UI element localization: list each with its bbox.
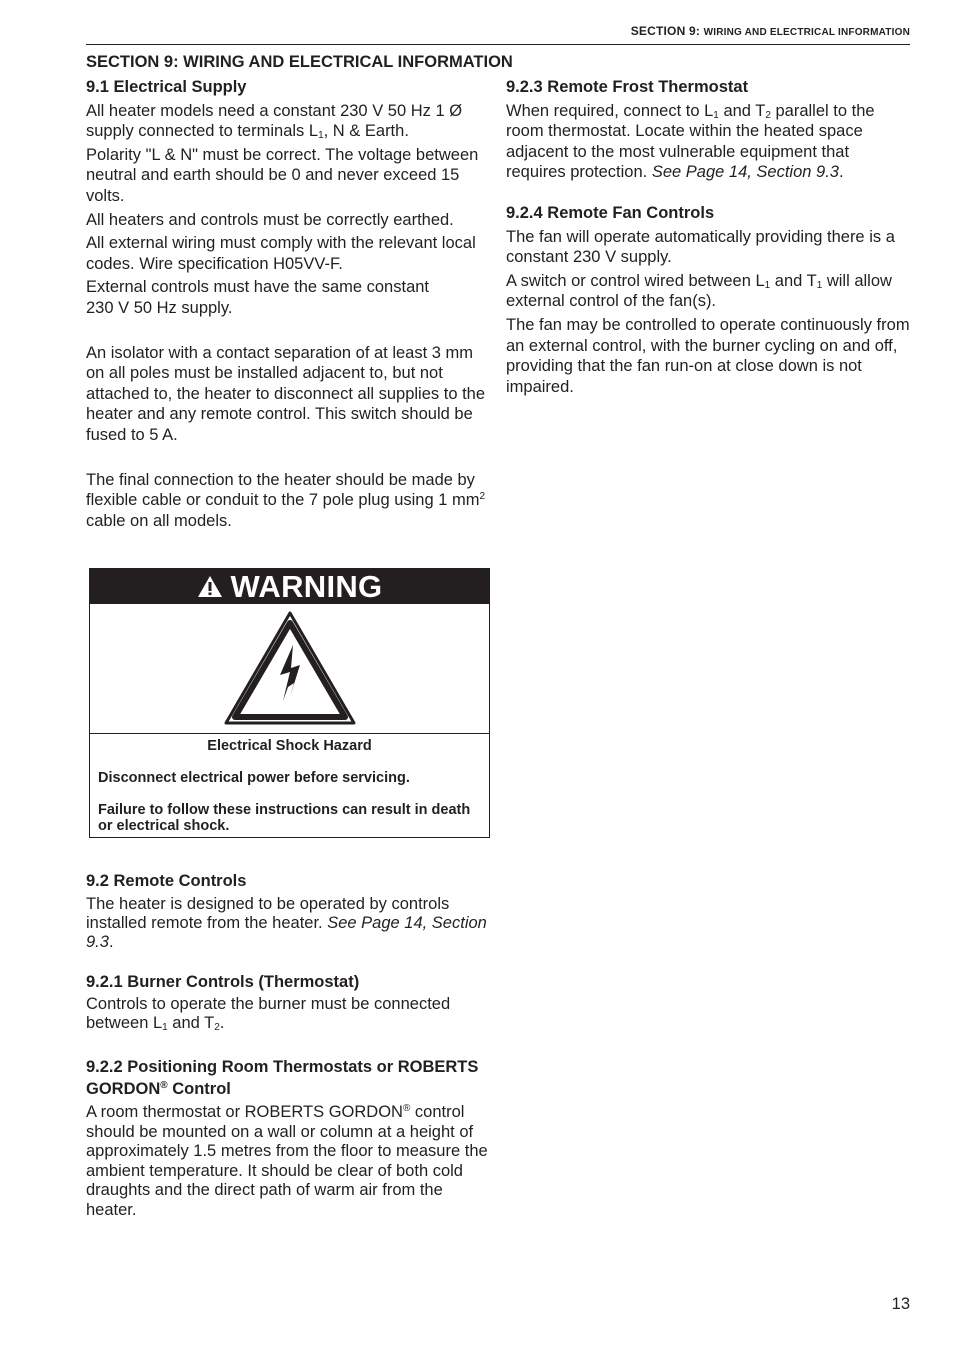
paragraph: External controls must have the same constant 230 V 50 Hz supply. <box>86 278 430 317</box>
heading-9-1: 9.1 Electrical Supply <box>86 78 247 96</box>
warning-header <box>90 569 489 604</box>
paragraph: When required, connect to $L_1$ and $T_2$ parallel to the room thermostat. Locate within the heated space adjacent to the most vulnerable equipment that requires protection. See Page 14, Section 9.3. <box>506 101 875 182</box>
right-column <box>506 77 910 400</box>
heading-9-2: 9.2 Remote Controls <box>86 872 247 890</box>
paragraph: The final connection to the heater should be made by flexible cable or conduit to the 7 pole plug using 1 $mm^2$ cable on all models. <box>86 470 486 530</box>
warning-title: WARNING <box>230 568 383 604</box>
warning-text <box>90 734 489 834</box>
paragraph: An isolator with a contact separation of at least 3 mm on all poles must be installed adjacent to, but not attached to, the heater to disconnect all supplies to the heater and any remote control. This switch should be fused to 5 A. <box>86 343 486 444</box>
running-header <box>631 24 910 38</box>
paragraph: All heater models need a constant 230 V 50 Hz 1 Ø supply connected to terminals $L_1$, N & Earth. <box>86 101 463 142</box>
warning-graphic <box>90 604 489 734</box>
section-title: SECTION 9: WIRING AND ELECTRICAL INFORMATION <box>86 53 513 71</box>
heading-9-2-3: 9.2.3 Remote Frost Thermostat <box>506 78 749 96</box>
left-column-lower <box>86 871 490 1223</box>
warning-line: Disconnect electrical power before servicing. <box>98 770 410 786</box>
paragraph: A room thermostat or ROBERTS GORDON® control should be mounted on a wall or column at a height of approximately 1.5 metres from the floor to measure the ambient temperature. It should be clear of both cold draughts and the direct path of warm air from the heater. <box>86 1103 488 1219</box>
left-column <box>86 77 490 534</box>
paragraph: Controls to operate the burner must be connected between $L_1$ and $T_2$. <box>86 995 451 1034</box>
paragraph: The heater is designed to be operated by controls installed remote from the heater. See Page 14, Section 9.3. <box>86 894 487 951</box>
heading-9-2-1: 9.2.1 Burner Controls (Thermostat) <box>86 972 360 991</box>
running-header-prefix: SECTION 9: <box>630 24 704 38</box>
paragraph: The fan may be controlled to operate continuously from an external control, with the burner cycling on and off, providing that the fan run-on at close down is not impaired. <box>506 315 910 396</box>
page-number: 13 <box>891 1295 910 1313</box>
warning-box <box>89 568 490 838</box>
electrical-shock-hazard-icon <box>222 609 358 729</box>
header-rule <box>86 44 910 45</box>
paragraph: A switch or control wired between $L_1$ and $T_1$ will allow external control of the fan(s). <box>506 271 892 311</box>
paragraph: All external wiring must comply with the relevant local codes. Wire specification H05VV-F. <box>86 234 476 273</box>
hazard-title: Electrical Shock Hazard <box>207 738 372 754</box>
paragraph: The fan will operate automatically providing there is a constant 230 V supply. <box>506 227 895 267</box>
heading-9-2-4: 9.2.4 Remote Fan Controls <box>506 203 715 222</box>
running-header-title: WIRING AND ELECTRICAL INFORMATION <box>703 27 910 38</box>
warning-line: Failure to follow these instructions can result in death or electrical shock. <box>98 802 471 834</box>
paragraph: All heaters and controls must be correctly earthed. <box>86 210 454 229</box>
paragraph: Polarity "L & N" must be correct. The voltage between neutral and earth should be 0 and never exceed 15 volts. <box>86 145 479 205</box>
warning-triangle-icon <box>197 575 223 598</box>
heading-9-2-2: 9.2.2 Positioning Room Thermostats or ROBERTS GORDON® Control <box>86 1058 479 1099</box>
